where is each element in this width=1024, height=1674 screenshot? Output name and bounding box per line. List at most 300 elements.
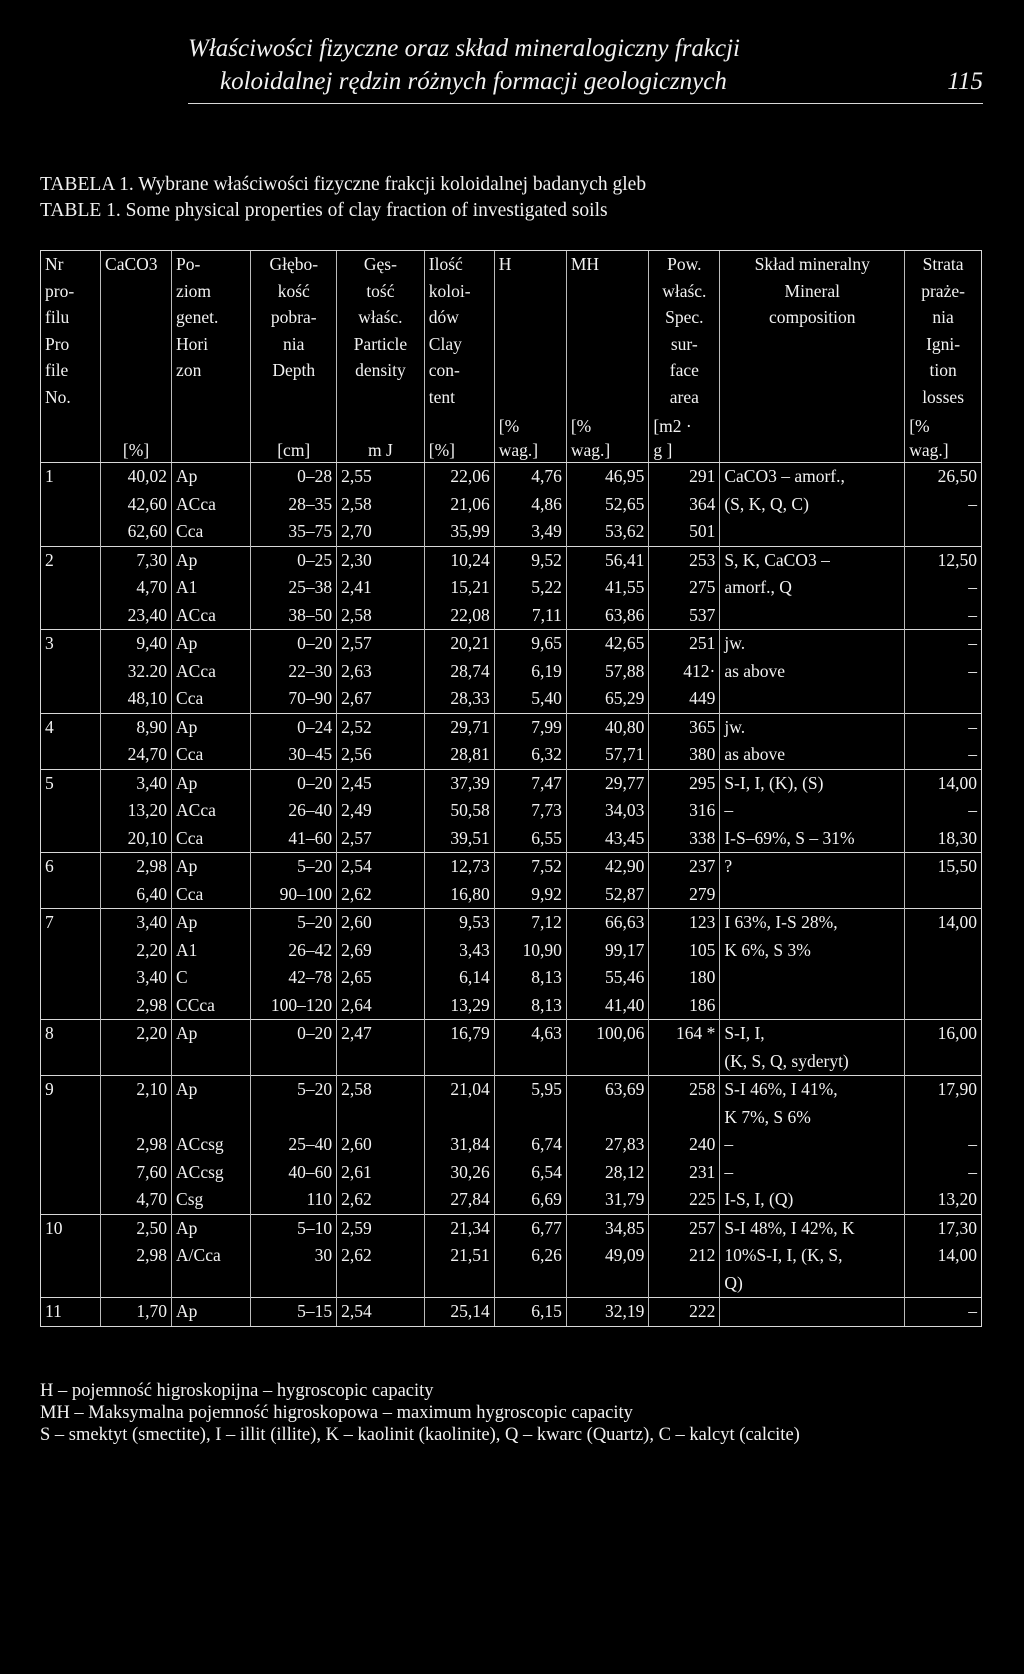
table-row [41,1159,981,1187]
footnote: H – pojemność higroskopijna – hygroscopic capacity [40,1381,434,1401]
table-cell: 5–15 [251,1298,337,1326]
table-cell [41,1159,101,1187]
table-cell: 537 [649,602,720,630]
table-row [41,937,981,965]
table-row [41,685,981,713]
table-cell [494,1048,566,1076]
table-cell: 2,41 [337,574,425,602]
table-cell: 5,22 [494,574,566,602]
table-cell: – [905,713,981,741]
table-cell: jw. [720,713,905,741]
table-cell: 7,47 [494,769,566,797]
table-cell [101,1048,172,1076]
table-cell [424,1048,494,1076]
table-cell: 30 [251,1242,337,1270]
table-cell: 9,92 [494,881,566,909]
table-cell: 25–40 [251,1131,337,1159]
table-cell: 57,71 [566,741,649,769]
table-cell: 3,49 [494,518,566,546]
table-cell: 40,02 [101,463,172,491]
table-cell: Ap [172,546,251,574]
table-cell: 251 [649,630,720,658]
table-cell [905,964,981,992]
table-cell: 0–20 [251,1020,337,1048]
table-cell: Ap [172,1214,251,1242]
table-cell: 6,19 [494,658,566,686]
table-cell: 3,40 [101,964,172,992]
table-cell: 42,65 [566,630,649,658]
running-header [188,32,983,98]
table-cell: 10 [41,1214,101,1242]
table-cell: 5–20 [251,1076,337,1104]
table-cell: 24,70 [101,741,172,769]
table-cell: S-I, I, [720,1020,905,1048]
table-row [41,741,981,769]
column-unit: [% wag.] [494,410,566,463]
table-cell: 32,19 [566,1298,649,1326]
table-cell: 42,60 [101,491,172,519]
table-cell: 2,49 [337,797,425,825]
table-cell: 6,32 [494,741,566,769]
table-cell [720,964,905,992]
table-cell: 9,53 [424,909,494,937]
table-cell: Ap [172,713,251,741]
table-cell: 2,55 [337,463,425,491]
table-cell: 27,84 [424,1186,494,1214]
table-cell: 21,51 [424,1242,494,1270]
table-row [41,574,981,602]
table-cell: 412· [649,658,720,686]
table-cell: I-S–69%, S – 31% [720,825,905,853]
table-row [41,1131,981,1159]
column-header: CaCO3 [101,251,172,410]
table-cell [172,1048,251,1076]
table-cell [566,1104,649,1132]
table-cell: 186 [649,992,720,1020]
table-cell: 52,87 [566,881,649,909]
table-cell: 0–20 [251,769,337,797]
table-cell: 32.20 [101,658,172,686]
table-cell: 28,81 [424,741,494,769]
table-cell: 28–35 [251,491,337,519]
table-cell [566,1270,649,1298]
table-cell: 41,55 [566,574,649,602]
table-cell: 9,65 [494,630,566,658]
table-cell [41,937,101,965]
table-cell: 2,98 [101,1242,172,1270]
table-cell: 50,58 [424,797,494,825]
table-cell: 100,06 [566,1020,649,1048]
table-cell: 25–38 [251,574,337,602]
table-row [41,463,981,491]
table-cell: Q) [720,1270,905,1298]
table-cell: 8,13 [494,992,566,1020]
table-cell [720,992,905,1020]
table-cell: 21,06 [424,491,494,519]
table-cell: 2,60 [337,1131,425,1159]
table-cell: 2,20 [101,937,172,965]
column-header: Strata praże- nia Igni- tion losses [905,251,981,410]
table-cell: 2,69 [337,937,425,965]
table-cell: 6 [41,853,101,881]
table-cell: 27,83 [566,1131,649,1159]
column-unit: [% wag.] [905,410,981,463]
footnotes [40,1380,990,1446]
table-cell: Ap [172,1020,251,1048]
table-cell: 53,62 [566,518,649,546]
table-cell: 2,60 [337,909,425,937]
table-cell [720,518,905,546]
table-cell: 6,15 [494,1298,566,1326]
table-cell [905,881,981,909]
table-cell: Cca [172,881,251,909]
table-cell [337,1048,425,1076]
table-cell: – [905,1131,981,1159]
table-cell: 365 [649,713,720,741]
table-cell: 212 [649,1242,720,1270]
table-cell [649,1270,720,1298]
table-cell: Ap [172,909,251,937]
profile-group [41,769,981,853]
table-cell: S-I 46%, I 41%, [720,1076,905,1104]
table-row [41,1298,981,1326]
table-cell: 9,52 [494,546,566,574]
table-cell: 90–100 [251,881,337,909]
table-cell: Cca [172,741,251,769]
table-cell: CCca [172,992,251,1020]
table-cell: Ap [172,1076,251,1104]
table-cell: 6,74 [494,1131,566,1159]
table-cell: – [905,658,981,686]
table-cell: jw. [720,630,905,658]
page-number: 115 [947,68,983,95]
table-cell: 1,70 [101,1298,172,1326]
table-cell [649,1048,720,1076]
table-cell: 5 [41,769,101,797]
table-row [41,1270,981,1298]
table-cell [424,1270,494,1298]
table-cell [41,964,101,992]
footnote: MH – Maksymalna pojemność higroskopowa – maximum hygroscopic capacity [40,1403,633,1423]
column-header: Po- ziom genet. Hori zon [172,251,251,410]
table-cell: 41–60 [251,825,337,853]
table-cell: Cca [172,518,251,546]
table-cell: 26–42 [251,937,337,965]
table-cell: 2,52 [337,713,425,741]
table-cell: – [720,797,905,825]
table-cell: 10,24 [424,546,494,574]
profile-group [41,1298,981,1326]
table-cell: A1 [172,574,251,602]
table-cell: 275 [649,574,720,602]
table-cell: K 7%, S 6% [720,1104,905,1132]
column-unit: m J [337,410,425,463]
table-cell: 6,14 [424,964,494,992]
table-cell: 9 [41,1076,101,1104]
table-cell: 2,61 [337,1159,425,1187]
table-cell: ACca [172,602,251,630]
table-cell [172,1270,251,1298]
table-cell: 501 [649,518,720,546]
table-cell: S-I, I, (K), (S) [720,769,905,797]
table-cell: 2 [41,546,101,574]
table-cell: 240 [649,1131,720,1159]
column-unit: [%] [424,410,494,463]
header-line-1: Właściwości fizyczne oraz skład mineralogiczny frakcji [188,35,741,62]
table-cell: 66,63 [566,909,649,937]
table-cell: – [905,741,981,769]
table-row [41,964,981,992]
table-cell [905,1104,981,1132]
table-cell [41,825,101,853]
table-row [41,518,981,546]
table-cell: – [905,797,981,825]
table-cell: 6,77 [494,1214,566,1242]
table-cell: I 63%, I-S 28%, [720,909,905,937]
table-cell [41,992,101,1020]
table-row [41,1186,981,1214]
table-cell: 38–50 [251,602,337,630]
table-cell: 39,51 [424,825,494,853]
table-cell: S-I 48%, I 42%, K [720,1214,905,1242]
table-cell: 8,90 [101,713,172,741]
profile-group [41,630,981,714]
table-cell: 231 [649,1159,720,1187]
table-cell: 7,11 [494,602,566,630]
table-cell: 16,79 [424,1020,494,1048]
table-cell: 65,29 [566,685,649,713]
table-row [41,881,981,909]
table-row [41,825,981,853]
table-row [41,491,981,519]
table-cell: 6,55 [494,825,566,853]
table-cell [905,1270,981,1298]
table-cell: 2,57 [337,825,425,853]
table-cell: 30,26 [424,1159,494,1187]
table-cell [251,1270,337,1298]
table-cell: I-S, I, (Q) [720,1186,905,1214]
table-cell: – [905,602,981,630]
table-cell: as above [720,741,905,769]
table-cell: – [720,1159,905,1187]
table-row [41,1242,981,1270]
table-cell: 14,00 [905,909,981,937]
table-cell: 7,60 [101,1159,172,1187]
table-cell: ACcsg [172,1131,251,1159]
table-cell: 14,00 [905,1242,981,1270]
table-cell: 6,40 [101,881,172,909]
table-cell [41,518,101,546]
column-unit [720,410,905,463]
table-cell: 258 [649,1076,720,1104]
table-cell: 22,06 [424,463,494,491]
table-cell [905,518,981,546]
table-cell: 21,34 [424,1214,494,1242]
table-cell [41,602,101,630]
table-cell [41,1131,101,1159]
table-cell: 43,45 [566,825,649,853]
table-cell: 222 [649,1298,720,1326]
table-cell: 5,40 [494,685,566,713]
table-cell: 23,40 [101,602,172,630]
table-cell: 28,12 [566,1159,649,1187]
table-cell: 20,10 [101,825,172,853]
table-cell: Ap [172,769,251,797]
table-cell: 4,70 [101,1186,172,1214]
table-cell: 13,20 [101,797,172,825]
table-cell: 14,00 [905,769,981,797]
table-cell: Ap [172,463,251,491]
table-cell: 62,60 [101,518,172,546]
table-cell: 13,29 [424,992,494,1020]
table-cell: amorf., Q [720,574,905,602]
table-cell: as above [720,658,905,686]
table-cell [41,881,101,909]
table-cell: – [905,574,981,602]
table-cell [41,658,101,686]
table-cell: 3,40 [101,769,172,797]
table-cell: Ap [172,853,251,881]
column-unit: [%] [101,410,172,463]
table-cell: 0–20 [251,630,337,658]
table-cell: ? [720,853,905,881]
table-cell: 34,85 [566,1214,649,1242]
table-cell: 2,58 [337,1076,425,1104]
table-cell: 7,52 [494,853,566,881]
table-cell: 48,10 [101,685,172,713]
table-cell: 2,64 [337,992,425,1020]
table-cell: 0–24 [251,713,337,741]
table-cell: Cca [172,685,251,713]
table-cell: – [720,1131,905,1159]
table-cell: 7,30 [101,546,172,574]
table-row [41,1214,981,1242]
table-row [41,713,981,741]
table-cell: 2,57 [337,630,425,658]
table-cell: 10%S-I, I, (K, S, [720,1242,905,1270]
table-row [41,1076,981,1104]
table-cell: 7,12 [494,909,566,937]
table-cell: 291 [649,463,720,491]
table-cell: 15,50 [905,853,981,881]
table-cell [41,1242,101,1270]
profile-group [41,1020,981,1076]
column-unit [172,410,251,463]
table-cell: 37,39 [424,769,494,797]
header-row [41,251,981,410]
table-cell [494,1104,566,1132]
table-cell [905,937,981,965]
table-cell [720,685,905,713]
table-cell: 5–20 [251,853,337,881]
table-cell: 1 [45,466,54,486]
profile-group [41,853,981,909]
table-cell: 29,71 [424,713,494,741]
table-cell: 52,65 [566,491,649,519]
table-cell: 2,58 [337,602,425,630]
table-row [41,769,981,797]
table-cell: 9,40 [101,630,172,658]
table-cell [41,1104,101,1132]
table-cell: 25,14 [424,1298,494,1326]
table-cell: 5–20 [251,909,337,937]
column-header: Głębo- kość pobra- nia Depth [251,251,337,410]
table-cell: 18,30 [905,825,981,853]
table-cell: 3,43 [424,937,494,965]
table-cell: 30–45 [251,741,337,769]
table-cell: 7,73 [494,797,566,825]
table-cell [101,1270,172,1298]
column-header: Skład mineralny Mineral composition [720,251,905,410]
profile-group [41,1214,981,1298]
table-cell [337,1270,425,1298]
table-cell: 28,33 [424,685,494,713]
table-cell: 2,62 [337,1242,425,1270]
table-cell: 110 [251,1186,337,1214]
table-cell: Ap [172,1298,251,1326]
table-cell: 2,98 [101,992,172,1020]
profile-group [41,463,981,547]
table-cell [649,1104,720,1132]
table-cell: 31,84 [424,1131,494,1159]
table-cell [337,1104,425,1132]
table-cell [41,574,101,602]
table-cell: 11 [41,1298,101,1326]
table-cell: 40–60 [251,1159,337,1187]
table-cell: 338 [649,825,720,853]
table-cell: – [905,1298,981,1326]
table-cell: 0–28 [251,463,337,491]
table-cell [905,992,981,1020]
table-row [41,797,981,825]
table-cell: 2,67 [337,685,425,713]
table-row [41,853,981,881]
table-cell: – [905,491,981,519]
table-cell: 63,69 [566,1076,649,1104]
column-unit: [% wag.] [566,410,649,463]
table-cell: 279 [649,881,720,909]
table-cell: 26,50 [905,463,981,491]
table-cell: 16,80 [424,881,494,909]
table-cell: (S, K, Q, C) [720,491,905,519]
table-cell: 2,56 [337,741,425,769]
table-cell: 2,20 [101,1020,172,1048]
table-row [41,602,981,630]
table-cell: 2,10 [101,1076,172,1104]
table-row [41,1104,981,1132]
table-cell: 35–75 [251,518,337,546]
caption-english: TABLE 1. Some physical properties of clay fraction of investigated soils [40,200,608,221]
table-cell: 31,79 [566,1186,649,1214]
table-cell [566,1048,649,1076]
table-cell: 63,86 [566,602,649,630]
table-cell [41,1186,101,1214]
table-cell: ACcsg [172,1159,251,1187]
table-cell: 2,47 [337,1020,425,1048]
table-cell [494,1270,566,1298]
table-cell: A1 [172,937,251,965]
table-cell: 7,99 [494,713,566,741]
column-header: Nr pro- filu Pro file No. [45,254,75,407]
table-cell: ACca [172,658,251,686]
table-cell: 4,63 [494,1020,566,1048]
table-cell: C [172,964,251,992]
table-cell: 26–40 [251,797,337,825]
table-cell: 105 [649,937,720,965]
table-cell [101,1104,172,1132]
table-cell: 2,30 [337,546,425,574]
table-cell: 5–10 [251,1214,337,1242]
